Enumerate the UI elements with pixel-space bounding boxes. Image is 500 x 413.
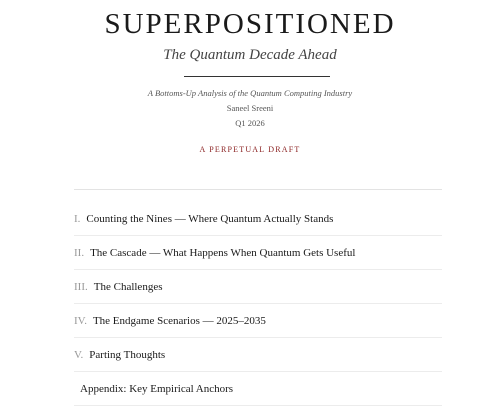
title-rule: [184, 76, 330, 77]
toc-item-2[interactable]: [74, 236, 442, 270]
toc-item-label: The Cascade — What Happens When Quantum Gets Useful: [90, 246, 356, 259]
description-text: A Bottoms-Up Analysis of the Quantum Computing Industry: [147, 88, 353, 98]
toc-item-4[interactable]: [74, 304, 442, 338]
toc-item-number: I.: [74, 212, 81, 225]
toc-item-label: The Endgame Scenarios — 2025–2035: [92, 314, 266, 327]
draft-label: A PERPETUAL DRAFT: [199, 145, 301, 154]
toc-divider: [74, 189, 442, 190]
toc-item-3[interactable]: [74, 270, 442, 304]
publication-date: Q1 2026: [235, 118, 265, 128]
toc-item-label: Appendix: Key Empirical Anchors: [80, 382, 234, 395]
toc-item-label: Counting the Nines — Where Quantum Actually Stands: [86, 212, 334, 225]
toc-item-number: III.: [74, 280, 88, 293]
page-subtitle: The Quantum Decade Ahead: [163, 47, 337, 63]
author-name: Saneel Sreeni: [226, 103, 274, 113]
toc-item-5[interactable]: [74, 338, 442, 372]
toc-item-number: IV.: [74, 314, 87, 327]
table-of-contents: [74, 202, 442, 406]
toc-item-appendix[interactable]: [74, 372, 442, 406]
toc-item-number: V.: [74, 348, 84, 361]
toc-item-label: The Challenges: [93, 280, 163, 293]
toc-item-number: II.: [74, 246, 85, 259]
toc-item-1[interactable]: [74, 202, 442, 236]
page-title: SUPERPOSITIONED: [104, 8, 396, 40]
toc-item-label: Parting Thoughts: [89, 348, 166, 361]
